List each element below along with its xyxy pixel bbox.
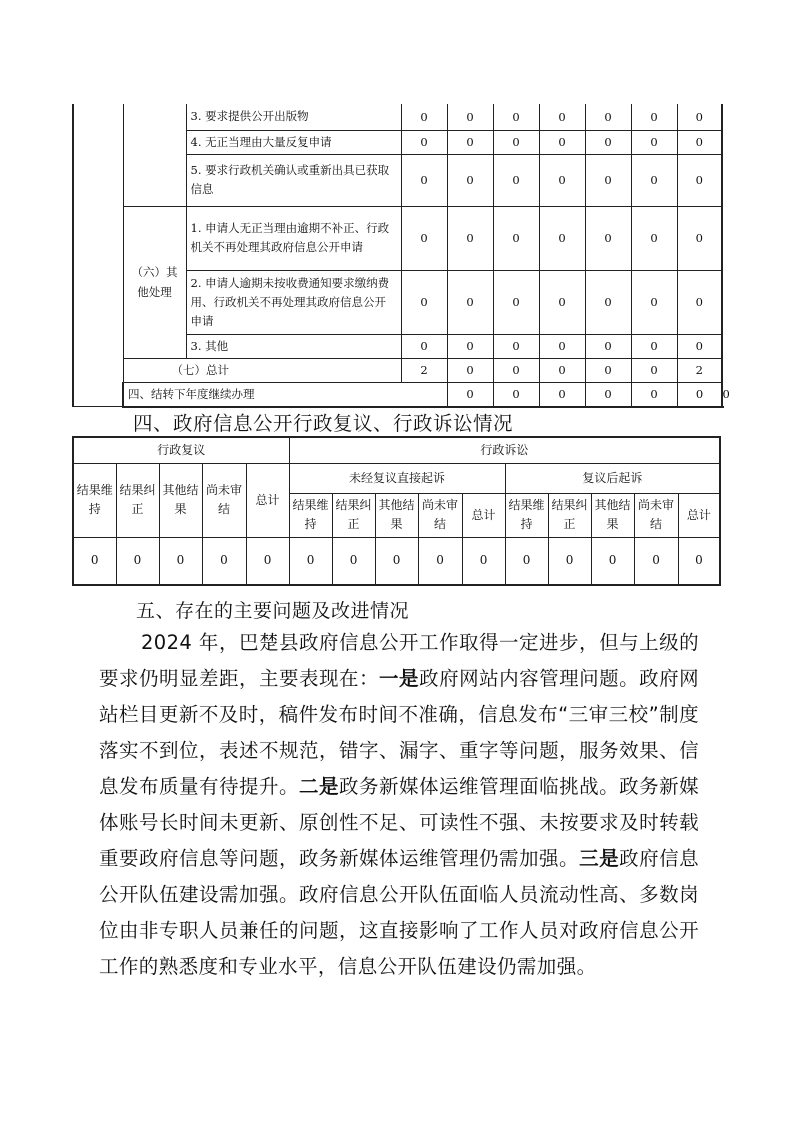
cell-value: 0 (631, 270, 677, 334)
paragraph-text: 政府网站内容管理问题。政府网站栏目更新不及时，稿件发布时间不准确，信息发布“三审三校”制度落实不到位，表述不规范，错字、漏字、重字等问题，服务效果、信息发布质量有待提升。 (99, 667, 699, 798)
cell-value: 0 (539, 130, 585, 154)
cell-value: 0 (462, 537, 505, 585)
cell-value: 0 (678, 537, 720, 585)
cell-value: 0 (677, 104, 722, 130)
cell-value: 0 (631, 334, 677, 358)
cell-value: 0 (493, 334, 539, 358)
column-header: 其他结果 (159, 463, 202, 537)
emphasis-text: 三是 (579, 847, 620, 870)
row-label: 3. 其他 (186, 334, 401, 358)
cell-value: 0 (539, 104, 585, 130)
column-header: 结果维持 (289, 493, 332, 537)
cell-value: 0 (289, 537, 332, 585)
section4-heading: 四、政府信息公开行政复议、行政诉讼情况 (133, 412, 514, 435)
cell-value: 0 (585, 104, 631, 130)
cell-value: 2 (677, 358, 722, 382)
review-header: 行政复议 (73, 437, 289, 463)
cell-value: 0 (401, 130, 447, 154)
cell-value: 0 (447, 334, 493, 358)
cell-value: 0 (493, 270, 539, 334)
cell-value: 0 (585, 358, 631, 382)
column-header: 其他结果 (591, 493, 634, 537)
cell-value: 0 (631, 382, 677, 407)
column-header: 结果纠正 (116, 463, 159, 537)
cell-value: 0 (585, 154, 631, 206)
total-label: （七）总计 (123, 358, 401, 382)
cell-value: 0 (202, 537, 246, 585)
row-label: 3. 要求提供公开出版物 (186, 104, 401, 130)
cell-value: 0 (677, 154, 722, 206)
row-label: 1. 申请人无正当理由逾期不补正、行政机关不再处理其政府信息公开申请 (186, 206, 401, 270)
cell-value: 0 (585, 334, 631, 358)
cell-value: 0 (585, 270, 631, 334)
cell-value: 0 (631, 358, 677, 382)
section5-paragraph (99, 625, 699, 985)
section5-heading: 五、存在的主要问题及改进情况 (136, 600, 410, 622)
cell-value: 0 (677, 270, 722, 334)
cell-value: 0 (539, 334, 585, 358)
cell-value: 0 (447, 270, 493, 334)
cell-value: 0 (677, 334, 722, 358)
row-label: 5. 要求行政机关确认或重新出具已获取信息 (186, 154, 401, 206)
after-review-header: 复议后起诉 (505, 463, 720, 493)
cell-value: 0 (539, 358, 585, 382)
cell-value: 0 (677, 130, 722, 154)
emphasis-text: 一是 (379, 667, 420, 690)
cell-value: 0 (677, 382, 722, 407)
direct-litigation-header: 未经复议直接起诉 (289, 463, 505, 493)
cell-value: 0 (631, 130, 677, 154)
cell-value: 0 (493, 130, 539, 154)
cell-value: 0 (493, 104, 539, 130)
cell-value: 0 (493, 206, 539, 270)
paragraph-text: 2024 年，巴楚县政府信息公开工作取得一定进步，但与上级的要求仍明显差距，主要表现在： (99, 631, 699, 690)
cell-value: 0 (375, 537, 418, 585)
cell-value: 0 (539, 206, 585, 270)
cell-value: 0 (401, 334, 447, 358)
cell-value: 0 (418, 537, 462, 585)
cell-value: 0 (447, 358, 493, 382)
column-header: 总计 (246, 463, 289, 537)
paragraph-text: 政府信息公开队伍建设需加强。政府信息公开队伍面临人员流动性高、多数岗位由非专职人员兼任的问题，这直接影响了工作人员对政府信息公开工作的熟悉度和专业水平，信息公开队伍建设仍需加强。 (99, 847, 699, 978)
cell-value: 2 (401, 358, 447, 382)
cell-value: 0 (539, 270, 585, 334)
column-header: 尚未审结 (634, 493, 678, 537)
column-header: 结果纠正 (548, 493, 591, 537)
outer-blank-cell (73, 104, 123, 407)
cell-value: 0 (493, 358, 539, 382)
emphasis-text: 二是 (299, 775, 340, 798)
cell-value: 0 (493, 382, 539, 407)
cell-value: 0 (332, 537, 375, 585)
column-header: 尚未审结 (202, 463, 246, 537)
cell-value: 0 (447, 104, 493, 130)
column-header: 总计 (462, 493, 505, 537)
cell-value: 0 (631, 154, 677, 206)
litigation-header: 行政诉讼 (289, 437, 720, 463)
cell-value: 0 (447, 382, 493, 407)
cell-value: 0 (401, 270, 447, 334)
column-header: 总计 (678, 493, 720, 537)
cell-value: 0 (246, 537, 289, 585)
cell-value: 0 (401, 154, 447, 206)
column-header: 结果维持 (73, 463, 116, 537)
column-header: 其他结果 (375, 493, 418, 537)
cell-value: 0 (401, 104, 447, 130)
cell-value: 0 (631, 104, 677, 130)
cell-value: 0 (548, 537, 591, 585)
cell-value: 0 (677, 206, 722, 270)
application-handling-table: 3. 要求提供公开出版物 0 0 0 0 0 0 0 4. 无正当理由大量反复申请 0 0 0 0 0 0 0 5. 要求行政机关确认或重新出具已获取信息 0 0 0 0 0 0 0 （六）其他处理 1. 申请人无正当理由逾期不补正、行政机关不再处理其政府信息公开申请 0 0 0 0 0 0 0 2. 申请人逾期未按收费通知要求缴纳费用、行政机关不再处理其政府信息公开申请 0 0 0 0 0 0 0 3. 其他 0 0 0 0 0 0 0 （七）总计 2 0 0 0 0 0 2 四、结转下年度继续办理 0 0 0 0 0 0 0 (72, 104, 723, 408)
row-label: 2. 申请人逾期未按收费通知要求缴纳费用、行政机关不再处理其政府信息公开申请 (186, 270, 401, 334)
cell-value: 0 (585, 130, 631, 154)
cell-value: 0 (447, 206, 493, 270)
cell-value: 0 (401, 206, 447, 270)
column-header: 尚未审结 (418, 493, 462, 537)
column-header: 结果维持 (505, 493, 548, 537)
cell-value: 0 (591, 537, 634, 585)
column-header: 结果纠正 (332, 493, 375, 537)
cell-value: 0 (447, 130, 493, 154)
cell-value: 0 (585, 382, 631, 407)
category-blank-cell (123, 104, 186, 206)
cell-value: 0 (159, 537, 202, 585)
review-litigation-table (72, 436, 721, 586)
cell-value: 0 (73, 537, 116, 585)
cell-value: 0 (539, 154, 585, 206)
category-other-handling: （六）其他处理 (123, 206, 186, 358)
cell-value: 0 (634, 537, 678, 585)
row-label: 4. 无正当理由大量反复申请 (186, 130, 401, 154)
carry-over-label: 四、结转下年度继续办理 (123, 382, 447, 407)
cell-value: 0 (493, 154, 539, 206)
cell-value: 0 (631, 206, 677, 270)
paragraph-text: 政务新媒体运维管理面临挑战。政务新媒体账号长时间未更新、原创性不足、可读性不强、未按要求及时转载重要政府信息等问题，政务新媒体运维管理仍需加强。 (99, 775, 699, 870)
cell-value: 0 (447, 154, 493, 206)
cell-value: 0 (585, 206, 631, 270)
cell-value: 0 (505, 537, 548, 585)
cell-value: 0 (539, 382, 585, 407)
cell-value: 0 (116, 537, 159, 585)
